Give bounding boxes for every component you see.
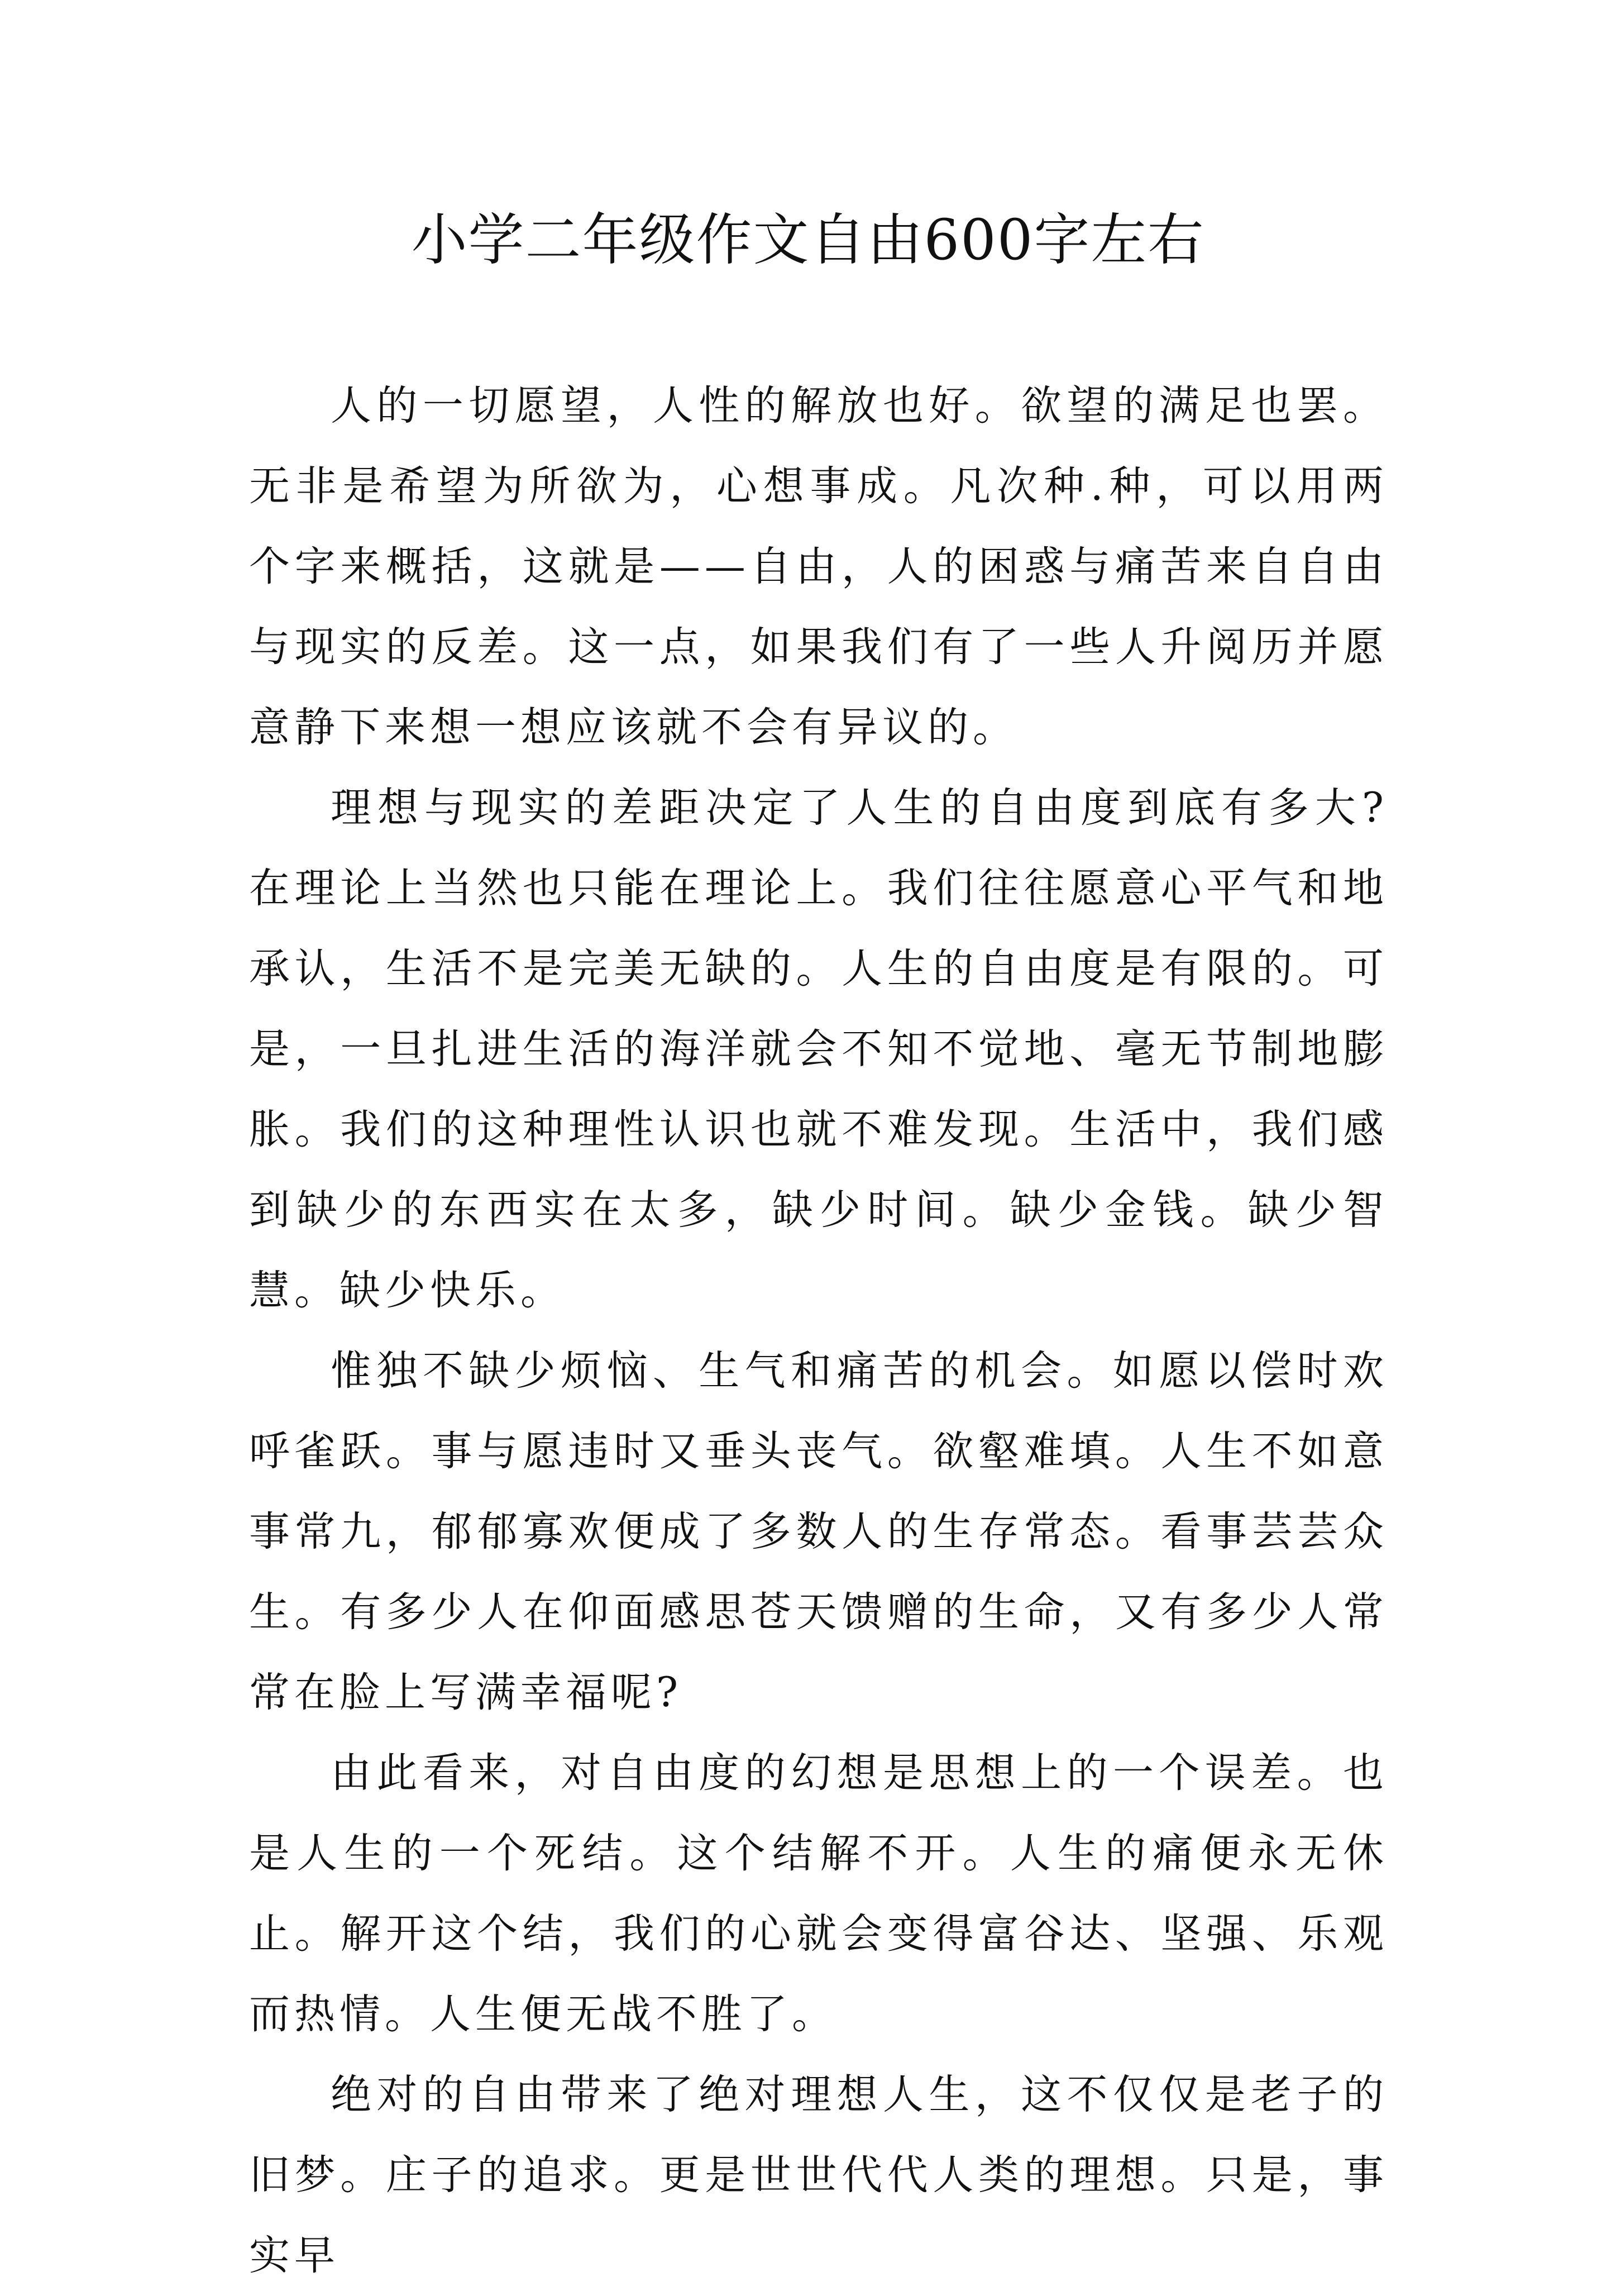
document-title: 小学二年级作文自由600字左右 — [411, 207, 1205, 273]
document-body — [249, 366, 1388, 2296]
paragraph: 理想与现实的差距决定了人生的自由度到底有多大?在理论上当然也只能在理论上。我们往往愿意心平气和地承认，生活不是完美无缺的。人生的自由度是有限的。可是，一旦扎进生活的海洋就会不知不觉地、毫无节制地膨胀。我们的这种理性认识也就不难发现。生活中，我们感到缺少的东西实在太多，缺少时间。缺少金钱。缺少智慧。缺少快乐。 — [249, 784, 1388, 1314]
paragraph: 由此看来，对自由度的幻想是思想上的一个误差。也是人生的一个死结。这个结解不开。人生的痛便永无休止。解开这个结，我们的心就会变得富谷达、坚强、乐观而热情。人生便无战不胜了。 — [249, 1749, 1388, 2038]
paragraph: 惟独不缺少烦恼、生气和痛苦的机会。如愿以偿时欢呼雀跃。事与愿违时又垂头丧气。欲壑难填。人生不如意事常九，郁郁寡欢便成了多数人的生存常态。看事芸芸众生。有多少人在仰面感思苍天馈赠的生命，又有多少人常常在脸上写满幸福呢? — [249, 1347, 1388, 1716]
paragraph: 绝对的自由带来了绝对理想人生，这不仅仅是老子的旧梦。庄子的追求。更是世世代代人类的理想。只是，事实早 — [249, 2071, 1388, 2279]
paragraph: 人的一切愿望，人性的解放也好。欲望的满足也罢。无非是希望为所欲为，心想事成。凡次种.种，可以用两个字来概括，这就是——自由，人的困惑与痛苦来自自由与现实的反差。这一点，如果我们有了一些人升阅历并愿意静下来想一想应该就不会有异议的。 — [249, 382, 1388, 751]
